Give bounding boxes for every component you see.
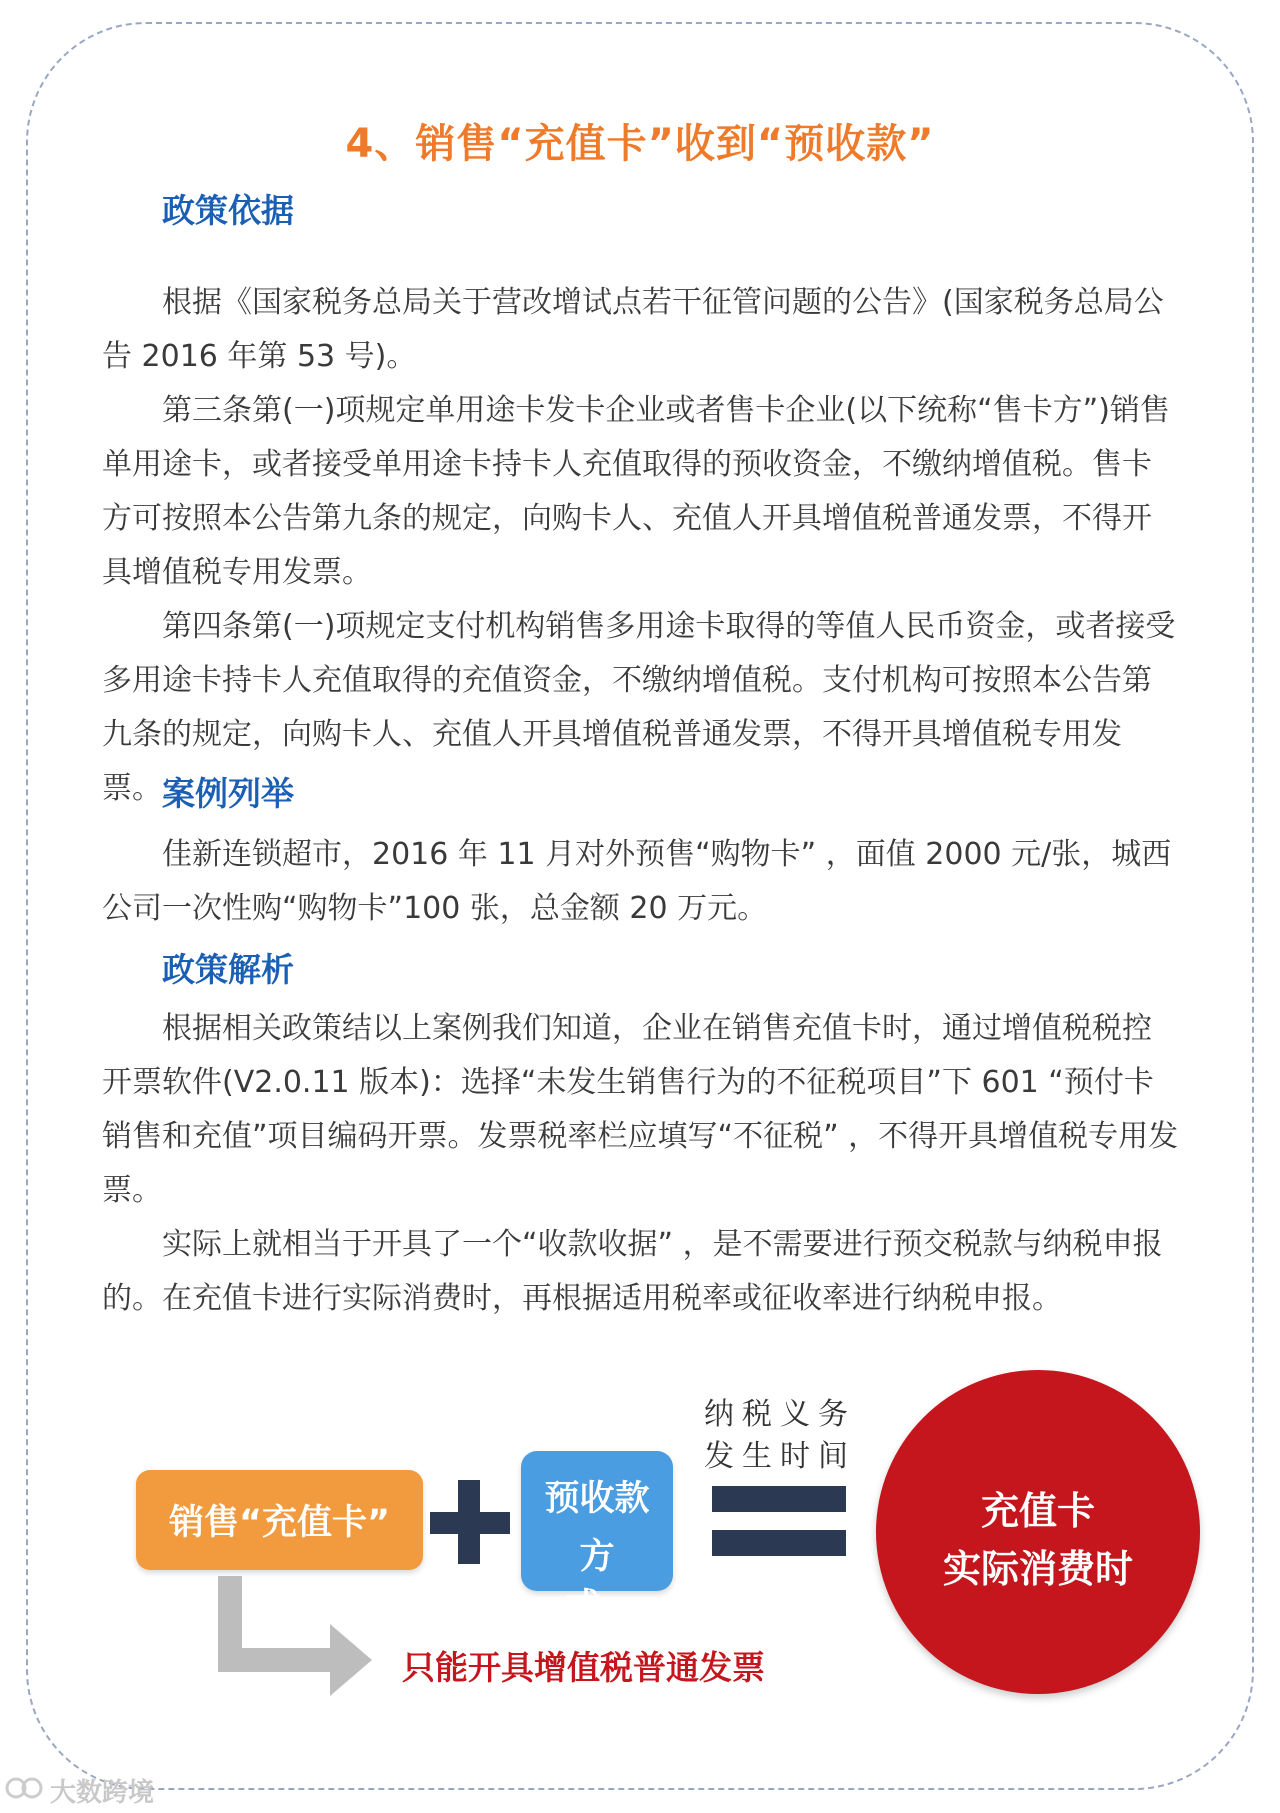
tax-label-line2: 发生时间 bbox=[704, 1439, 856, 1474]
tax-label-line1: 纳税义务 bbox=[704, 1397, 856, 1432]
watermark-logo-icon bbox=[4, 1774, 44, 1802]
circle-line1: 充值卡 bbox=[980, 1489, 1095, 1533]
equals-icon-bar bbox=[712, 1530, 846, 1556]
ordinary-invoice-note: 只能开具增值税普通发票 bbox=[402, 1648, 765, 1687]
page-title: 4、销售“充值卡”收到“预收款” bbox=[345, 121, 935, 167]
circle-line2: 实际消费时 bbox=[942, 1547, 1133, 1591]
prepayment-method-box bbox=[521, 1451, 673, 1627]
tax-obligation-label bbox=[700, 1394, 860, 1478]
section-heading-case: 案例列举 bbox=[162, 774, 294, 813]
sell-recharge-card-box: 销售“充值卡” bbox=[136, 1470, 423, 1570]
paragraph-basis-3: 第四条第(一)项规定支付机构销售多用途卡取得的等值人民币资金，或者接受多用途卡持卡人充值取得的充值资金，不缴纳增值税。支付机构可按照本公告第九条的规定，向购卡人、充值人开具增值税普通发票，不得开具增值税专用发票。 bbox=[102, 609, 1176, 806]
equals-icon bbox=[712, 1486, 846, 1512]
prepayment-box-line1: 预收款 bbox=[544, 1479, 650, 1519]
paragraph-case-1: 佳新连锁超市，2016 年 11 月对外预售“购物卡” ，面值 2000 元/张，城西公司一次性购“购物卡”100 张，总金额 20 万元。 bbox=[102, 837, 1172, 926]
actual-consumption-circle bbox=[876, 1370, 1200, 1694]
paragraph-basis-1: 根据《国家税务总局关于营改增试点若干征管问题的公告》(国家税务总局公告 2016 年第 53 号)。 bbox=[102, 285, 1164, 374]
paragraph-basis-2: 第三条第(一)项规定单用途卡发卡企业或者售卡企业(以下统称“售卡方”)销售单用途卡，或者接受单用途卡持卡人充值取得的预收资金，不缴纳增值税。售卡方可按照本公告第九条的规定，向购卡人、充值人开具增值税普通发票，不得开具增值税专用发票。 bbox=[102, 393, 1170, 590]
plus-icon-bar bbox=[430, 1512, 510, 1534]
section-heading-basis: 政策依据 bbox=[162, 191, 294, 230]
prepayment-box-line2: 方式 bbox=[565, 1537, 643, 1627]
section-heading-analysis: 政策解析 bbox=[162, 950, 294, 989]
paragraph-analysis-1: 根据相关政策结以上案例我们知道，企业在销售充值卡时，通过增值税税控开票软件(V2.0.11 版本)：选择“未发生销售行为的不征税项目”下 601 “预付卡销售和充值”项目编码开票。发票税率栏应填写“不征税” ，不得开具增值税专用发票。 bbox=[102, 1011, 1179, 1208]
paragraph-analysis-2: 实际上就相当于开具了一个“收款收据” ，是不需要进行预交税款与纳税申报的。在充值卡进行实际消费时，再根据适用税率或征收率进行纳税申报。 bbox=[102, 1227, 1163, 1316]
watermark-text: 大数跨境 bbox=[50, 1778, 155, 1808]
